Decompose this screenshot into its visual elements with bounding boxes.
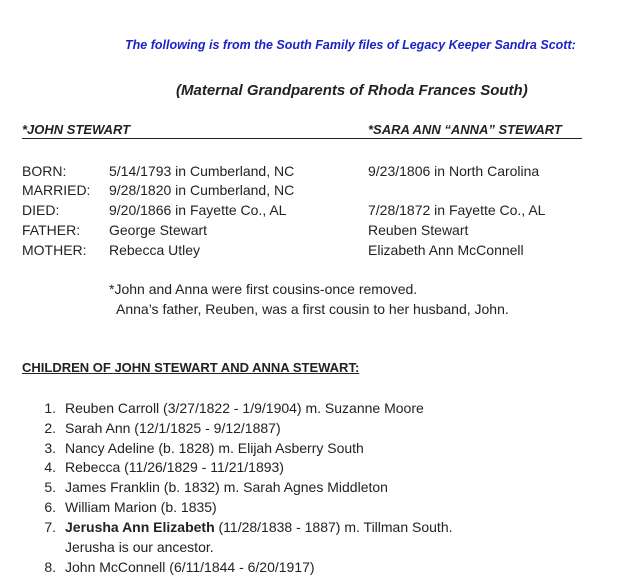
fact-label-father: FATHER:	[22, 222, 81, 238]
child-number: 3.	[44, 440, 56, 456]
fact-label-married: MARRIED:	[22, 182, 91, 198]
page-subtitle: (Maternal Grandparents of Rhoda Frances South)	[176, 82, 528, 99]
ancestor-note: Jerusha is our ancestor.	[65, 539, 214, 555]
fact-husband-mother: Rebecca Utley	[109, 242, 201, 258]
fact-label-born: BORN:	[22, 163, 67, 179]
cousin-note: *John and Anna were first cousins-once removed.	[109, 281, 418, 297]
children-heading: CHILDREN OF JOHN STEWART AND ANNA STEWART:	[22, 360, 360, 375]
child-number: 2.	[44, 420, 56, 436]
child-item: Rebecca (11/26/1829 - 11/21/1893)	[65, 459, 284, 475]
fact-wife-father: Reuben Stewart	[368, 222, 469, 238]
child-item: James Franklin (b. 1832) m. Sarah Agnes Middleton	[65, 479, 388, 495]
child-item: John McConnell (6/11/1844 - 6/20/1917)	[65, 559, 315, 575]
husband-heading: *JOHN STEWART	[22, 122, 131, 137]
child-item: Nancy Adeline (b. 1828) m. Elijah Asberry South	[65, 440, 364, 456]
fact-wife-mother: Elizabeth Ann McConnell	[368, 242, 524, 258]
child-number: 7.	[44, 519, 56, 535]
child-item-ancestor	[65, 519, 453, 535]
child-number: 5.	[44, 479, 56, 495]
fact-wife-born: 9/23/1806 in North Carolina	[368, 163, 540, 179]
heading-rule	[22, 138, 582, 139]
fact-husband-died: 9/20/1866 in Fayette Co., AL	[109, 202, 287, 218]
cousin-note-detail: Anna’s father, Reuben, was a first cousin to her husband, John.	[109, 301, 509, 317]
child-number: 1.	[44, 400, 56, 416]
child-item: William Marion (b. 1835)	[65, 499, 217, 515]
child-number: 6.	[44, 499, 56, 515]
child-item: Reuben Carroll (3/27/1822 - 1/9/1904) m. Suzanne Moore	[65, 400, 424, 416]
child-item: Sarah Ann (12/1/1825 - 9/12/1887)	[65, 420, 281, 436]
fact-label-mother: MOTHER:	[22, 242, 87, 258]
source-line: The following is from the South Family files of Legacy Keeper Sandra Scott:	[125, 38, 576, 52]
ancestor-details: (11/28/1838 - 1887) m. Tillman South.	[214, 519, 453, 535]
child-number: 4.	[44, 459, 56, 475]
fact-husband-father: George Stewart	[109, 222, 208, 238]
child-number: 8.	[44, 559, 56, 575]
fact-husband-born: 5/14/1793 in Cumberland, NC	[109, 163, 295, 179]
fact-husband-married: 9/28/1820 in Cumberland, NC	[109, 182, 295, 198]
fact-label-died: DIED:	[22, 202, 60, 218]
ancestor-name: Jerusha Ann Elizabeth	[65, 519, 215, 535]
wife-heading: *SARA ANN “ANNA” STEWART	[368, 122, 562, 137]
fact-wife-died: 7/28/1872 in Fayette Co., AL	[368, 202, 546, 218]
